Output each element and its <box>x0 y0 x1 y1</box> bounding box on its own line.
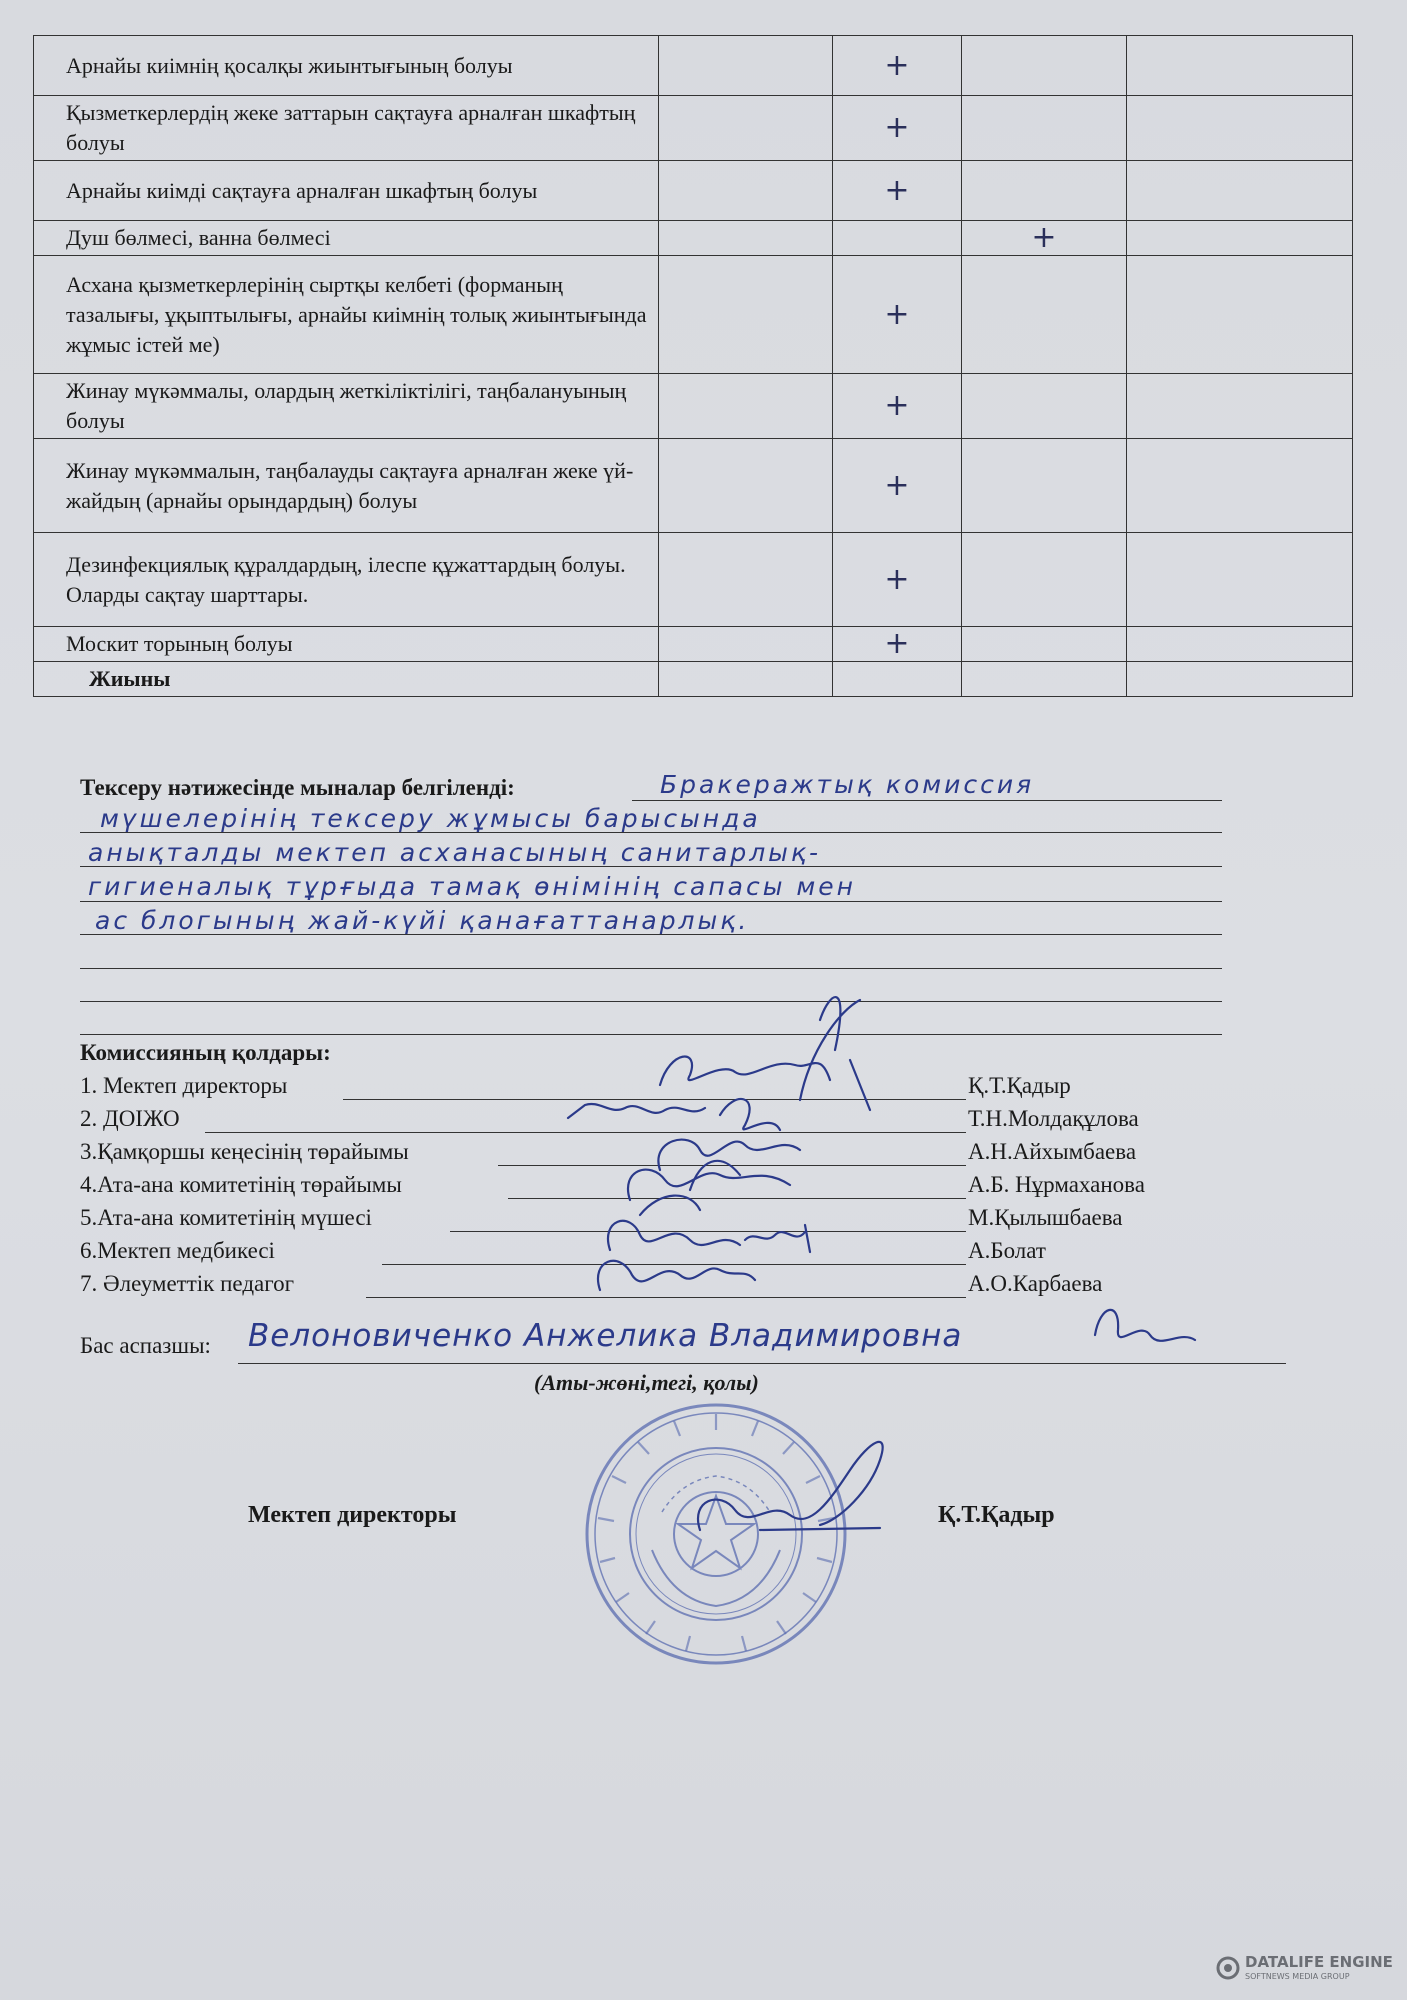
empty-cell <box>1127 221 1353 256</box>
criterion-text: Душ бөлмесі, ванна бөлмесі <box>34 221 659 256</box>
director-name: Қ.Т.Қадыр <box>938 1502 1055 1528</box>
empty-cell <box>962 439 1127 533</box>
check-mark: + <box>833 96 962 161</box>
empty-cell <box>833 221 962 256</box>
checklist-row <box>34 533 1353 627</box>
signature-line <box>343 1099 966 1100</box>
empty-cell <box>659 256 833 374</box>
empty-cell <box>962 161 1127 221</box>
empty-cell <box>962 96 1127 161</box>
checklist-row <box>34 374 1353 439</box>
empty-cell <box>1127 374 1353 439</box>
check-mark: + <box>833 374 962 439</box>
empty-cell <box>833 662 962 697</box>
member-name: А.О.Карбаева <box>968 1271 1103 1296</box>
chef-handwritten-name: Велоновиченко Анжелика Владимировна <box>248 1318 963 1354</box>
member-role: 5.Ата-ана комитетінің мүшесі <box>80 1205 372 1230</box>
empty-cell <box>962 374 1127 439</box>
empty-cell <box>1127 96 1353 161</box>
watermark-subtext: SOFTNEWS MEDIA GROUP <box>1245 1972 1350 1981</box>
checklist-row <box>34 256 1353 374</box>
signature-line <box>508 1198 966 1199</box>
total-label: Жиыны <box>34 662 659 697</box>
criterion-text: Асхана қызметкерлерінің сыртқы келбеті (форманың тазалығы, ұқыптылығы, арнайы киімнің толық жиынтығында жұмыс істей ме) <box>34 256 659 374</box>
check-mark: + <box>962 221 1127 256</box>
check-mark: + <box>833 36 962 96</box>
official-stamp-icon <box>582 1400 850 1668</box>
handwritten-finding-line: анықталды мектеп асханасының санитарлық- <box>88 838 822 867</box>
handwritten-finding-line: Бракеражтық комиссия <box>660 770 1035 799</box>
member-name: А.Б. Нұрмаханова <box>968 1172 1145 1197</box>
check-mark: + <box>833 256 962 374</box>
check-mark: + <box>833 439 962 533</box>
check-mark: + <box>833 627 962 662</box>
criterion-text: Жинау мүкәммалын, таңбалауды сақтауға арналған жеке үй-жайдың (арнайы орындардың) болуы <box>34 439 659 533</box>
criterion-text: Дезинфекциялық құралдардың, ілеспе құжаттардың болуы. Оларды сақтау шарттары. <box>34 533 659 627</box>
member-role: 3.Қамқоршы кеңесінің төрайымы <box>80 1139 409 1164</box>
check-mark: + <box>833 533 962 627</box>
empty-cell <box>659 221 833 256</box>
checklist-row <box>34 439 1353 533</box>
empty-cell <box>659 662 833 697</box>
empty-cell <box>1127 662 1353 697</box>
empty-cell <box>659 161 833 221</box>
director-label: Мектеп директоры <box>248 1502 457 1528</box>
findings-rule <box>632 800 1222 801</box>
checklist-row <box>34 221 1353 256</box>
commission-member-row <box>80 1238 1240 1270</box>
criterion-text: Қызметкерлердің жеке заттарын сақтауға арналған шкафтың болуы <box>34 96 659 161</box>
empty-cell <box>962 662 1127 697</box>
criterion-text: Арнайы киімді сақтауға арналған шкафтың болуы <box>34 161 659 221</box>
signature-line <box>450 1231 966 1232</box>
empty-cell <box>962 256 1127 374</box>
watermark-logo-icon <box>1215 1955 1241 1981</box>
empty-cell <box>659 439 833 533</box>
empty-cell <box>1127 256 1353 374</box>
empty-cell <box>659 36 833 96</box>
chef-name-hint: (Аты-жөні,тегі, қолы) <box>534 1370 759 1395</box>
signature-line <box>205 1132 966 1133</box>
checklist-row <box>34 36 1353 96</box>
empty-cell <box>962 627 1127 662</box>
commission-member-row <box>80 1106 1240 1138</box>
empty-cell <box>659 96 833 161</box>
chef-signature-line <box>238 1363 1286 1364</box>
criterion-text: Жинау мүкәммалы, олардың жеткіліктілігі, таңбалануының болуы <box>34 374 659 439</box>
signature-line <box>366 1297 966 1298</box>
empty-cell <box>1127 161 1353 221</box>
criterion-text: Москит торының болуы <box>34 627 659 662</box>
member-role: 4.Ата-ана комитетінің төрайымы <box>80 1172 402 1197</box>
chef-label: Бас аспазшы: <box>80 1333 211 1358</box>
member-name: А.Болат <box>968 1238 1046 1263</box>
findings-rule <box>80 1001 1222 1002</box>
member-role: 1. Мектеп директоры <box>80 1073 288 1098</box>
empty-cell <box>1127 627 1353 662</box>
checklist-row <box>34 161 1353 221</box>
member-name: М.Қылышбаева <box>968 1205 1123 1230</box>
commission-member-row <box>80 1205 1240 1237</box>
empty-cell <box>1127 533 1353 627</box>
member-role: 6.Мектеп медбикесі <box>80 1238 275 1263</box>
empty-cell <box>659 374 833 439</box>
empty-cell <box>659 627 833 662</box>
checklist-rows <box>34 36 1353 697</box>
handwritten-finding-line: ас блогының жай-күйі қанағаттанарлық. <box>95 906 750 935</box>
empty-cell <box>1127 439 1353 533</box>
empty-cell <box>1127 36 1353 96</box>
handwritten-finding-line: гигиеналық тұрғыда тамақ өнімінің сапасы мен <box>88 872 856 901</box>
checklist-table <box>33 35 1353 697</box>
watermark-text: DATALIFE ENGINE <box>1245 1953 1393 1971</box>
empty-cell <box>659 533 833 627</box>
findings-rule <box>80 968 1222 969</box>
criterion-text: Арнайы киімнің қосалқы жиынтығының болуы <box>34 36 659 96</box>
signature-line <box>382 1264 966 1265</box>
checklist-row <box>34 627 1353 662</box>
chef-signature-scribble <box>1095 1310 1195 1341</box>
empty-cell <box>962 36 1127 96</box>
total-row <box>34 662 1353 697</box>
handwritten-finding-line: мүшелерінің тексеру жұмысы барысында <box>100 804 761 833</box>
commission-member-row <box>80 1073 1240 1105</box>
commission-member-row <box>80 1139 1240 1171</box>
member-role: 7. Әлеуметтік педагог <box>80 1271 295 1296</box>
commission-heading: Комиссияның қолдары: <box>80 1040 331 1065</box>
member-name: А.Н.Айхымбаева <box>968 1139 1137 1164</box>
findings-label: Тексеру нәтижесінде мыналар белгіленді: <box>80 775 515 800</box>
check-mark: + <box>833 161 962 221</box>
empty-cell <box>962 533 1127 627</box>
member-name: Т.Н.Молдақұлова <box>968 1106 1139 1131</box>
findings-rule <box>80 901 1222 902</box>
signature-line <box>498 1165 966 1166</box>
member-role: 2. ДОІЖО <box>80 1106 180 1131</box>
member-name: Қ.Т.Қадыр <box>968 1073 1071 1098</box>
findings-rule <box>80 1034 1222 1035</box>
checklist-row <box>34 96 1353 161</box>
commission-member-row <box>80 1271 1240 1303</box>
commission-member-row <box>80 1172 1240 1204</box>
